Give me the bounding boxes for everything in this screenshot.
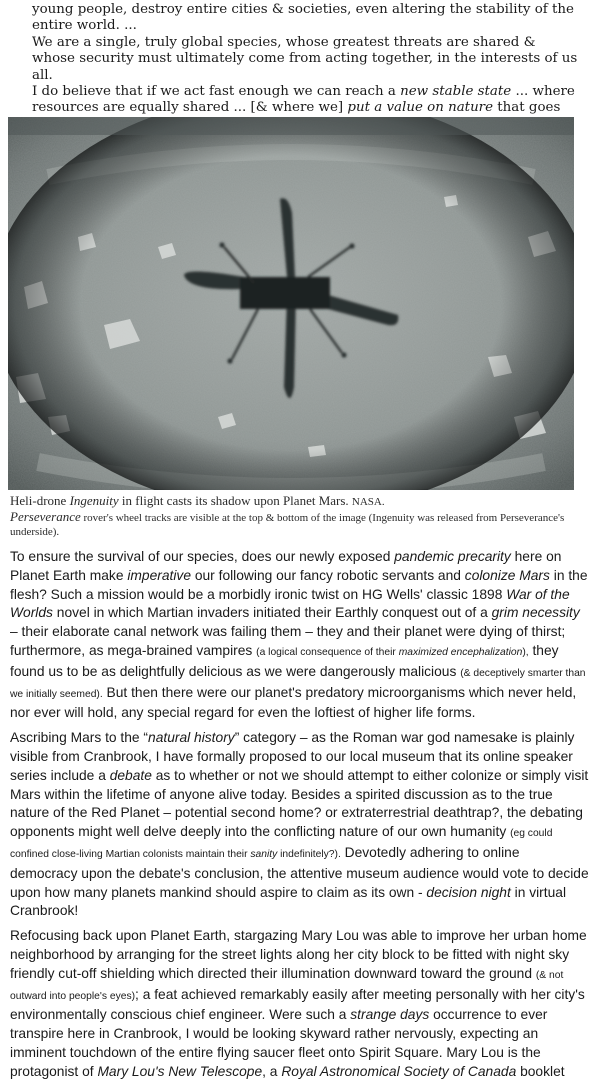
- caption-line-2: Perseverance rover's wheel tracks are visible at the top & bottom of the image (Ingenuity was released from Perseverance's underside).: [10, 509, 565, 538]
- quote-block: [32, 2, 582, 133]
- quote-paragraph-3: I do believe that if we act fast enough we can reach a new stable state ... where resources are equally shared ... [& where we] put a value on nature that goes: [32, 84, 575, 116]
- article-paragraph-1: To ensure the survival of our species, does our newly exposed pandemic precarity here on Planet Earth make imperative our following our fancy robotic servants and colonize Mars in the flesh? Such a mission would be a morbidly ironic twist on HG Wells' classic 1898 War of the Worlds novel in which Martian invaders initiated their Earthly conquest out of a grim necessity – their elaborate canal network was failing them – they and their planet were dying of thirst; furthermore, as mega-brained vampires (a logical consequence of their maximized encephalization), they found us to be as delightfully delicious as we were dangerously malicious (& deceptively smarter than we initially seemed). But then there were our planet's predatory microorganisms which never held, nor ever will hold, any special regard for even the loftiest of higher life forms.: [10, 549, 588, 721]
- photo-caption: [10, 493, 588, 539]
- helicopter-shadow-image: [8, 117, 574, 490]
- caption-line-1: Heli-drone Ingenuity in flight casts its shadow upon Planet Mars. NASA.: [10, 493, 385, 508]
- quote-paragraph-1: young people, destroy entire cities & societies, even altering the stability of the entire world. ...: [32, 2, 574, 34]
- quote-emphasis-value-nature: put a value on nature: [347, 100, 494, 116]
- caption-credit: NASA.: [351, 496, 385, 508]
- article-paragraph-3: Refocusing back upon Planet Earth, stargazing Mary Lou was able to improve her urban home neighborhood by arranging for the street lights along her city block to be fitted with night sky friendly cut-off shielding which directed their illumination downward toward the ground (& not outward into people's eyes); a feat achieved remarkably easily after meeting personally with her city's environmentally conscious chief engineer. Were such a strange days occurrence to ever transpire here in Cranbrook, I would be looking skyward rather nervously, expecting an imminent touchdown of the entire flying saucer fleet onto Spirit Square. Mary Lou is the protagonist of Mary Lou's New Telescope, a Royal Astronomical Society of Canada booklet: [10, 928, 587, 1079]
- mars-helicopter-photo: [8, 117, 574, 490]
- article-paragraph-2: Ascribing Mars to the “natural history” category – as the Roman war god namesake is plainly visible from Cranbrook, I have formally proposed to our local museum that its online speaker series include a debate as to whether or not we should attempt to either colonize or simply visit Mars within the lifetime of anyone alive today. Besides a spirited discussion as to the true nature of the Red Planet – potential second home? or extraterrestrial deathtrap?, the debating opponents might well delve deeply into the conflicting nature of our own humanity (eg could confined close-living Martian colonists maintain their sanity indefinitely?). Devotedly adhering to online democracy upon the debate's conclusion, the attentive museum audience would vote to decide upon how many planets mankind should aspire to claim as its own - decision night in virtual Cranbrook!: [10, 730, 589, 919]
- article-body: [10, 548, 590, 1088]
- quote-paragraph-2: We are a single, truly global species, whose greatest threats are shared & whose security must ultimately come from acting together, in the interests of us all.: [32, 34, 578, 83]
- quote-emphasis-stable-state: new stable state: [400, 84, 512, 100]
